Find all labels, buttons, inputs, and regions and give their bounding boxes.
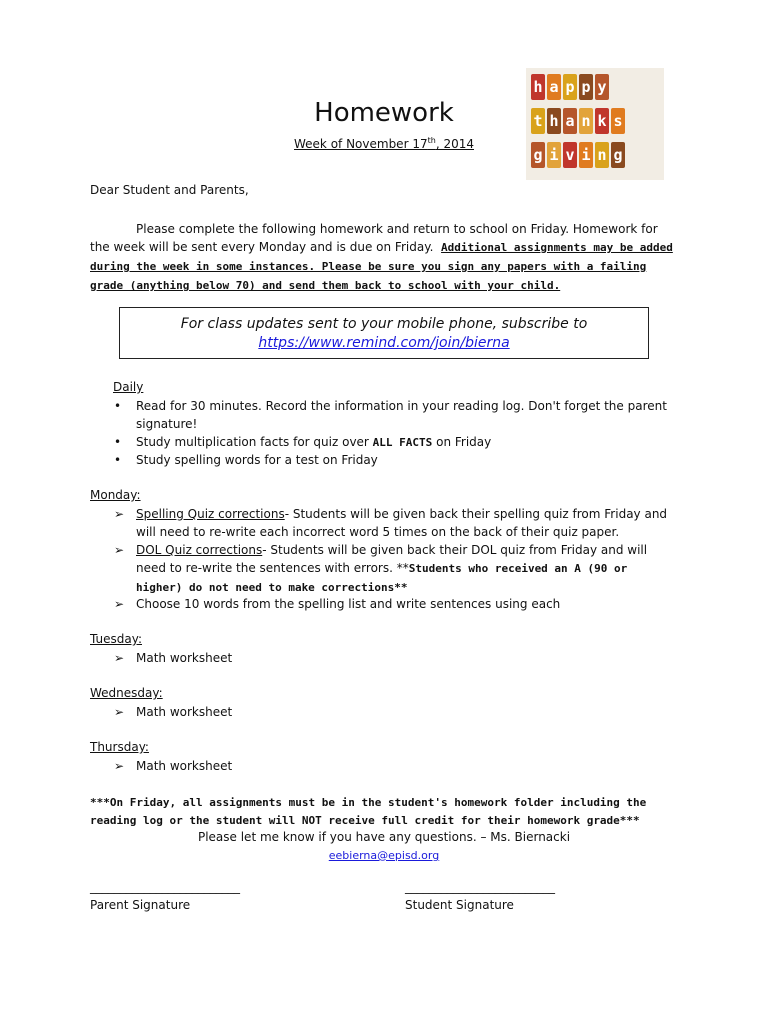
logo-letter-tile: a [547, 74, 561, 100]
page-title: Homework [314, 98, 454, 128]
email-link[interactable]: eebierna@episd.org [328, 849, 440, 862]
logo-letter-tile: p [563, 74, 577, 100]
logo-letter-tile: t [531, 108, 545, 134]
logo-letter-tile: h [547, 108, 561, 134]
logo-letter-tile: g [531, 142, 545, 168]
happy-thanksgiving-logo [526, 68, 664, 180]
parent-signature-line: _________________________ [90, 880, 240, 894]
logo-letter-tile: p [579, 74, 593, 100]
friday-note: ***On Friday, all assignments must be in the student's homework folder including the reading log or the student will NOT receive full credit for their homework grade*** [90, 796, 647, 827]
questions-note: Please let me know if you have any questions. – Ms. Biernacki [197, 830, 571, 844]
logo-letter-tile: s [611, 108, 625, 134]
parent-signature-label: Parent Signature [90, 898, 191, 912]
wednesday-heading: Wednesday: [90, 686, 163, 700]
intro-bold-note: Additional assignments may be added during the week in some instances. Please be sure you sign any papers with a failing grade (anything below 70) and send them back to school with your child. [90, 241, 673, 292]
intro-paragraph: Please complete the following homework and return to school on Friday. Homework for the week will be sent every Monday and is due on Friday. Additional assignments may be added during the week in some instances. Please be sure you sign any papers with a failing grade (anything below 70) and send them back to school with your child. [90, 222, 673, 292]
logo-letter-tile: v [563, 142, 577, 168]
remind-link[interactable]: https://www.remind.com/join/bierna [258, 335, 510, 351]
logo-letter-tile: n [579, 108, 593, 134]
logo-letter-tile: h [531, 74, 545, 100]
week-subtitle: Week of November 17th, 2014 [294, 136, 474, 151]
logo-letter-tile: g [611, 142, 625, 168]
logo-letter-tile: i [579, 142, 593, 168]
logo-letter-tile: y [595, 74, 609, 100]
student-signature-line: _________________________ [405, 880, 555, 894]
remind-box [119, 307, 649, 359]
student-signature-label: Student Signature [405, 898, 514, 912]
logo-row-happy [531, 74, 609, 100]
logo-letter-tile: k [595, 108, 609, 134]
logo-letter-tile: a [563, 108, 577, 134]
thursday-heading: Thursday: [90, 740, 149, 754]
logo-row-thanks [531, 108, 625, 134]
remind-text: For class updates sent to your mobile phone, subscribe to [180, 316, 588, 332]
greeting: Dear Student and Parents, [90, 183, 249, 197]
logo-letter-tile: i [547, 142, 561, 168]
logo-letter-tile: n [595, 142, 609, 168]
monday-heading: Monday: [90, 488, 141, 502]
logo-row-giving [531, 142, 625, 168]
tuesday-heading: Tuesday: [90, 632, 142, 646]
daily-heading: Daily [113, 380, 144, 394]
